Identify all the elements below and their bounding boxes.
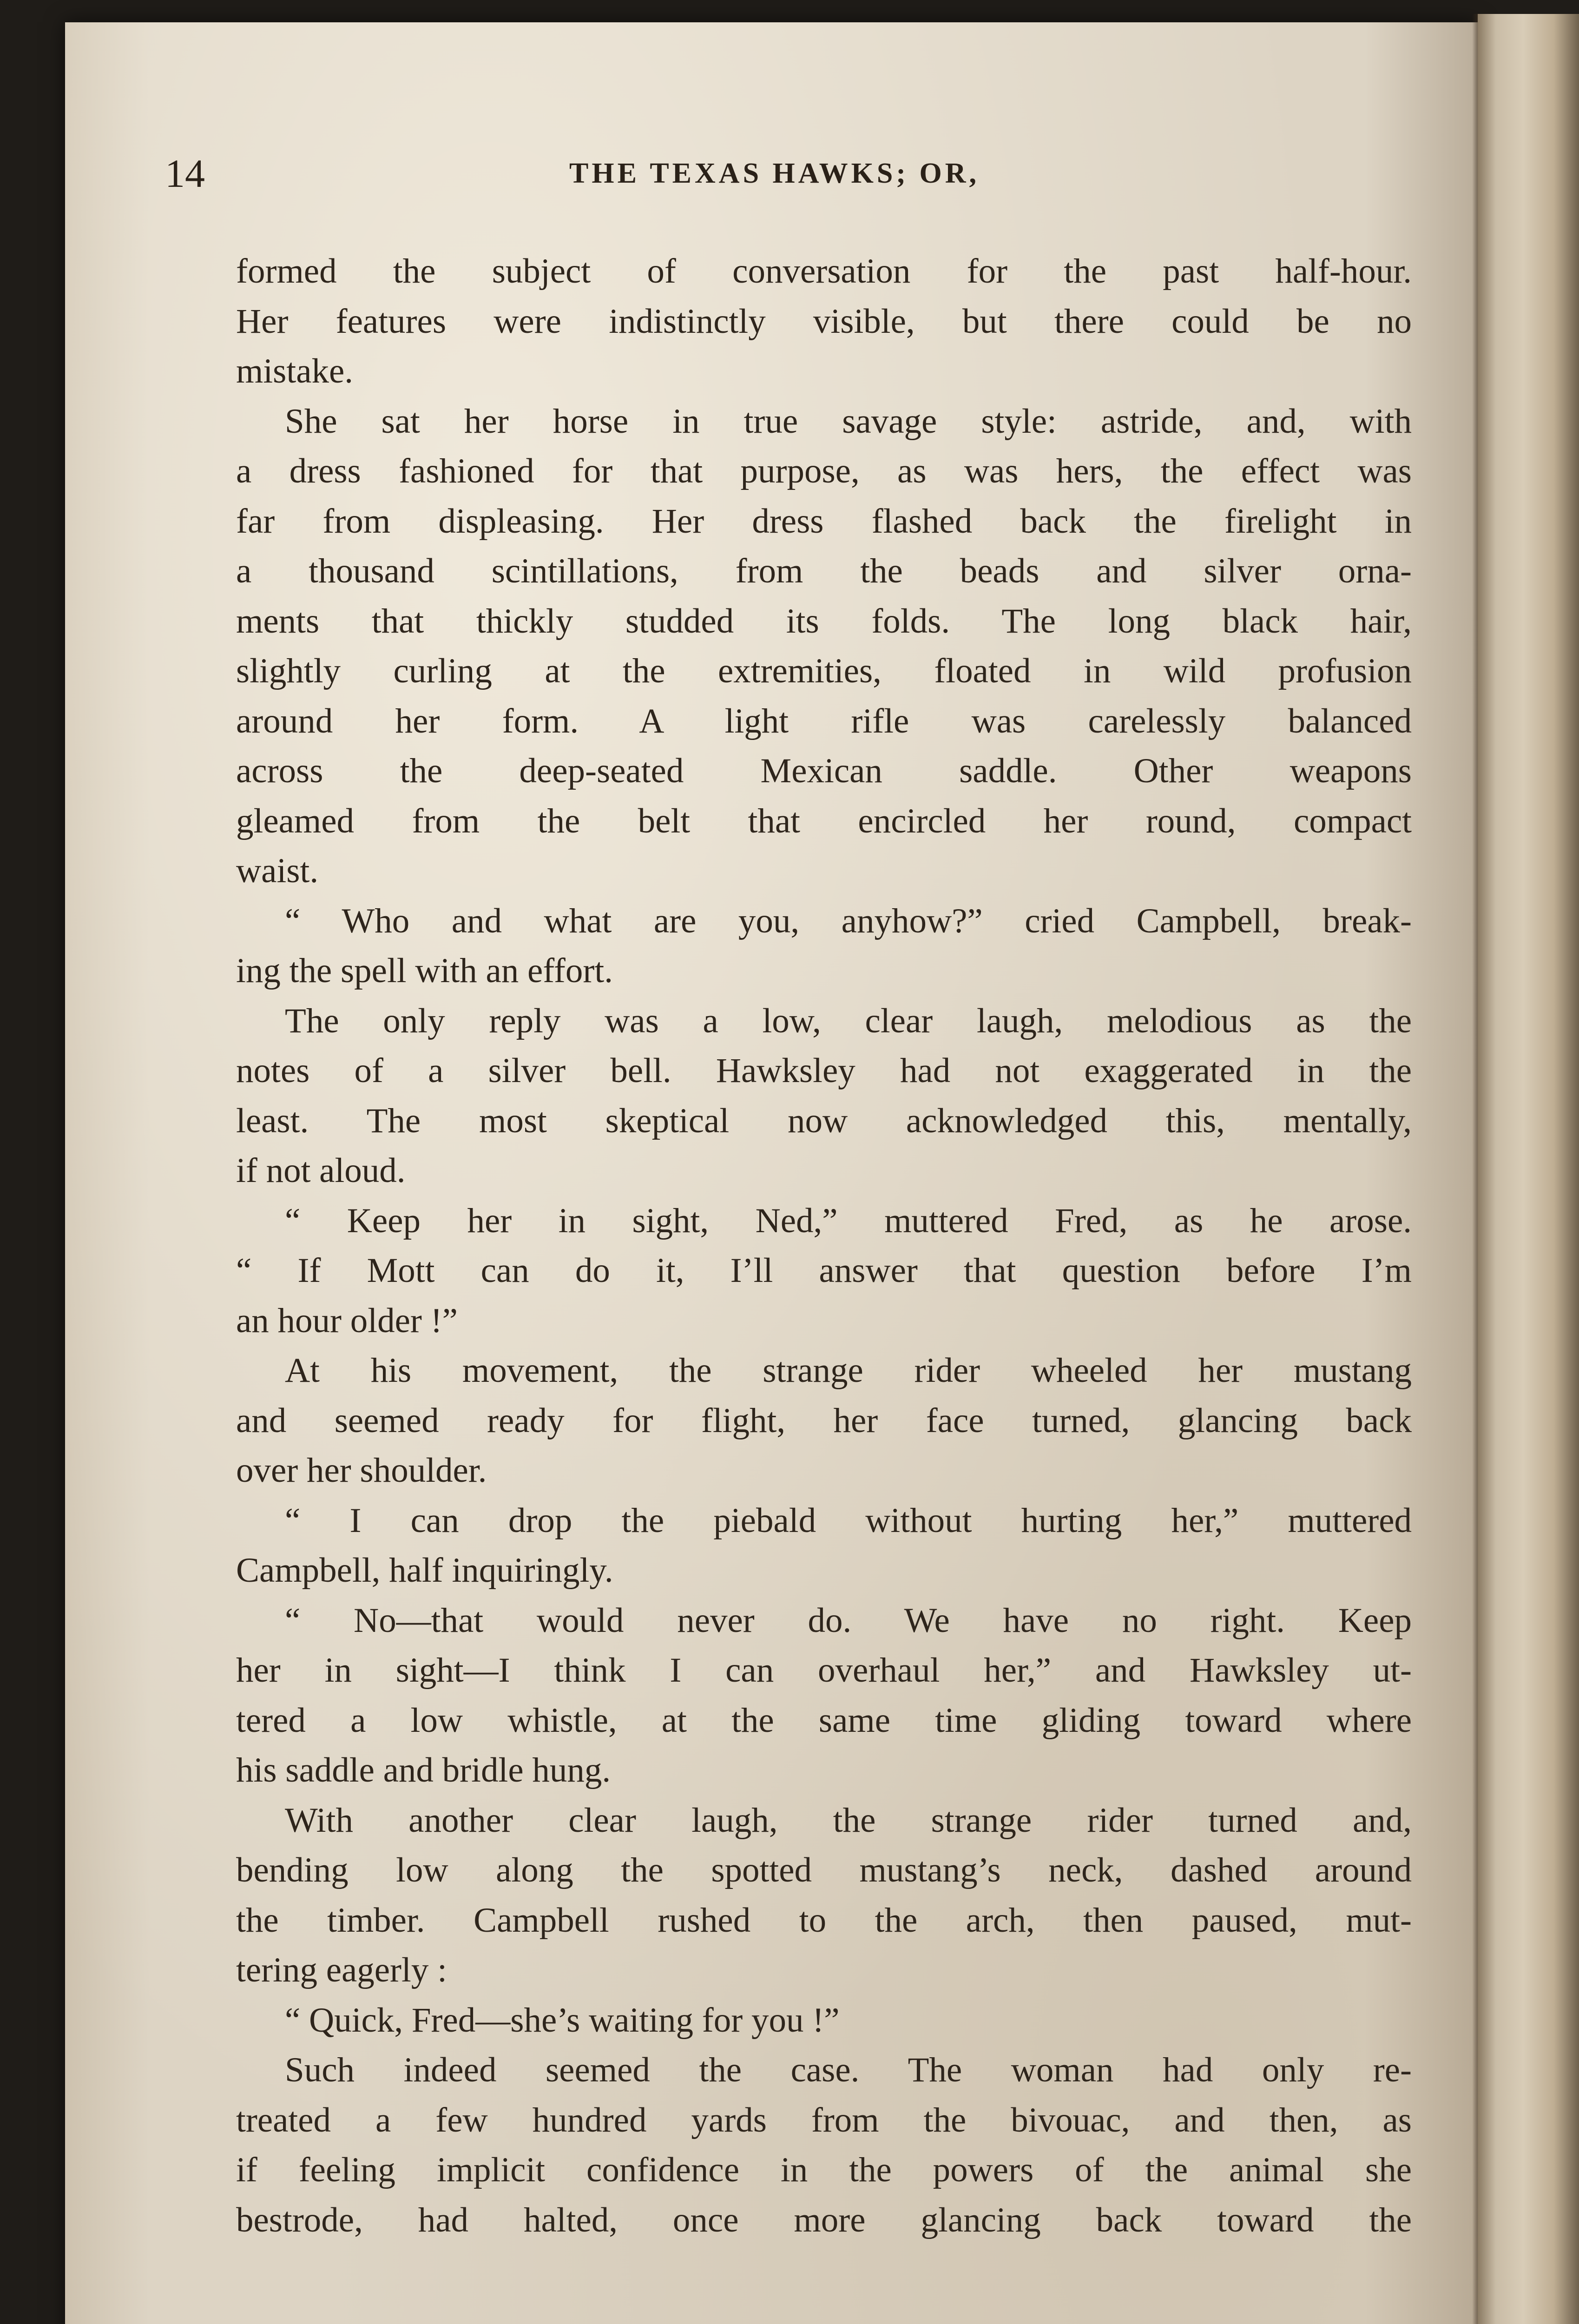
text-line: At his movement, the strange rider wheeled her mustang bbox=[285, 1351, 1412, 1390]
page-number: 14 bbox=[165, 151, 205, 196]
text-line: gleamed from the belt that encircled her round, compact bbox=[236, 801, 1412, 840]
text-line: a dress fashioned for that purpose, as was hers, the effect was bbox=[236, 452, 1412, 490]
text-line: Campbell, half inquiringly. bbox=[236, 1551, 613, 1590]
text-line: if feeling implicit confidence in the powers of the animal she bbox=[236, 2151, 1412, 2189]
text-line: around her form. A light rifle was carelessly balanced bbox=[236, 701, 1412, 740]
text-line: far from displeasing. Her dress flashed back the firelight in bbox=[236, 502, 1412, 541]
text-line: “ If Mott can do it, I’ll answer that question before I’m bbox=[236, 1251, 1412, 1290]
text-line: treated a few hundred yards from the bivouac, and then, as bbox=[236, 2100, 1412, 2139]
body-text bbox=[236, 246, 1412, 2245]
text-line: if not aloud. bbox=[236, 1151, 406, 1190]
text-line: and seemed ready for flight, her face turned, glancing back bbox=[236, 1401, 1412, 1440]
text-line: ing the spell with an effort. bbox=[236, 951, 613, 990]
text-line: “ Quick, Fred—she’s waiting for you !” bbox=[285, 2000, 840, 2040]
running-title: THE TEXAS HAWKS; OR, bbox=[569, 158, 980, 189]
book-spine-edge bbox=[1478, 14, 1579, 2324]
text-line: bending low along the spotted mustang’s neck, dashed around bbox=[236, 1851, 1412, 1889]
page-header bbox=[165, 148, 1420, 199]
text-line: Such indeed seemed the case. The woman had only re- bbox=[285, 2051, 1412, 2089]
text-line: With another clear laugh, the strange rider turned and, bbox=[285, 1801, 1412, 1840]
text-line: “ No—that would never do. We have no right. Keep bbox=[285, 1601, 1412, 1640]
text-line: the timber. Campbell rushed to the arch, then paused, mut- bbox=[236, 1901, 1412, 1940]
text-line: mistake. bbox=[236, 352, 354, 390]
text-line: an hour older !” bbox=[236, 1301, 458, 1340]
text-line: tered a low whistle, at the same time gliding toward where bbox=[236, 1701, 1412, 1740]
text-line: Her features were indistinctly visible, but there could be no bbox=[236, 302, 1412, 341]
text-line: over her shoulder. bbox=[236, 1451, 487, 1490]
text-line: least. The most skeptical now acknowledged this, mentally, bbox=[236, 1101, 1412, 1140]
text-line: “ Keep her in sight, Ned,” muttered Fred, as he arose. bbox=[285, 1201, 1412, 1240]
text-line: waist. bbox=[236, 852, 319, 890]
text-line: bestrode, had halted, once more glancing back toward the bbox=[236, 2200, 1412, 2239]
text-line: notes of a silver bell. Hawksley had not exaggerated in the bbox=[236, 1051, 1412, 1090]
text-line: formed the subject of conversation for the past half-hour. bbox=[236, 252, 1412, 290]
text-line: a thousand scintillations, from the beads and silver orna- bbox=[236, 552, 1412, 590]
text-line: “ Who and what are you, anyhow?” cried Campbell, break- bbox=[285, 901, 1412, 940]
text-line: tering eagerly : bbox=[236, 1951, 447, 1989]
text-line: ments that thickly studded its folds. The long black hair, bbox=[236, 601, 1412, 640]
text-line: slightly curling at the extremities, floated in wild profusion bbox=[236, 652, 1412, 690]
text-line: his saddle and bridle hung. bbox=[236, 1751, 611, 1789]
text-line: She sat her horse in true savage style: astride, and, with bbox=[285, 402, 1412, 441]
text-line: her in sight—I think I can overhaul her,” and Hawksley ut- bbox=[236, 1651, 1412, 1690]
text-line: The only reply was a low, clear laugh, melodious as the bbox=[285, 1001, 1412, 1040]
text-line: across the deep-seated Mexican saddle. Other weapons bbox=[236, 752, 1412, 790]
text-line: “ I can drop the piebald without hurting her,” muttered bbox=[285, 1501, 1412, 1540]
